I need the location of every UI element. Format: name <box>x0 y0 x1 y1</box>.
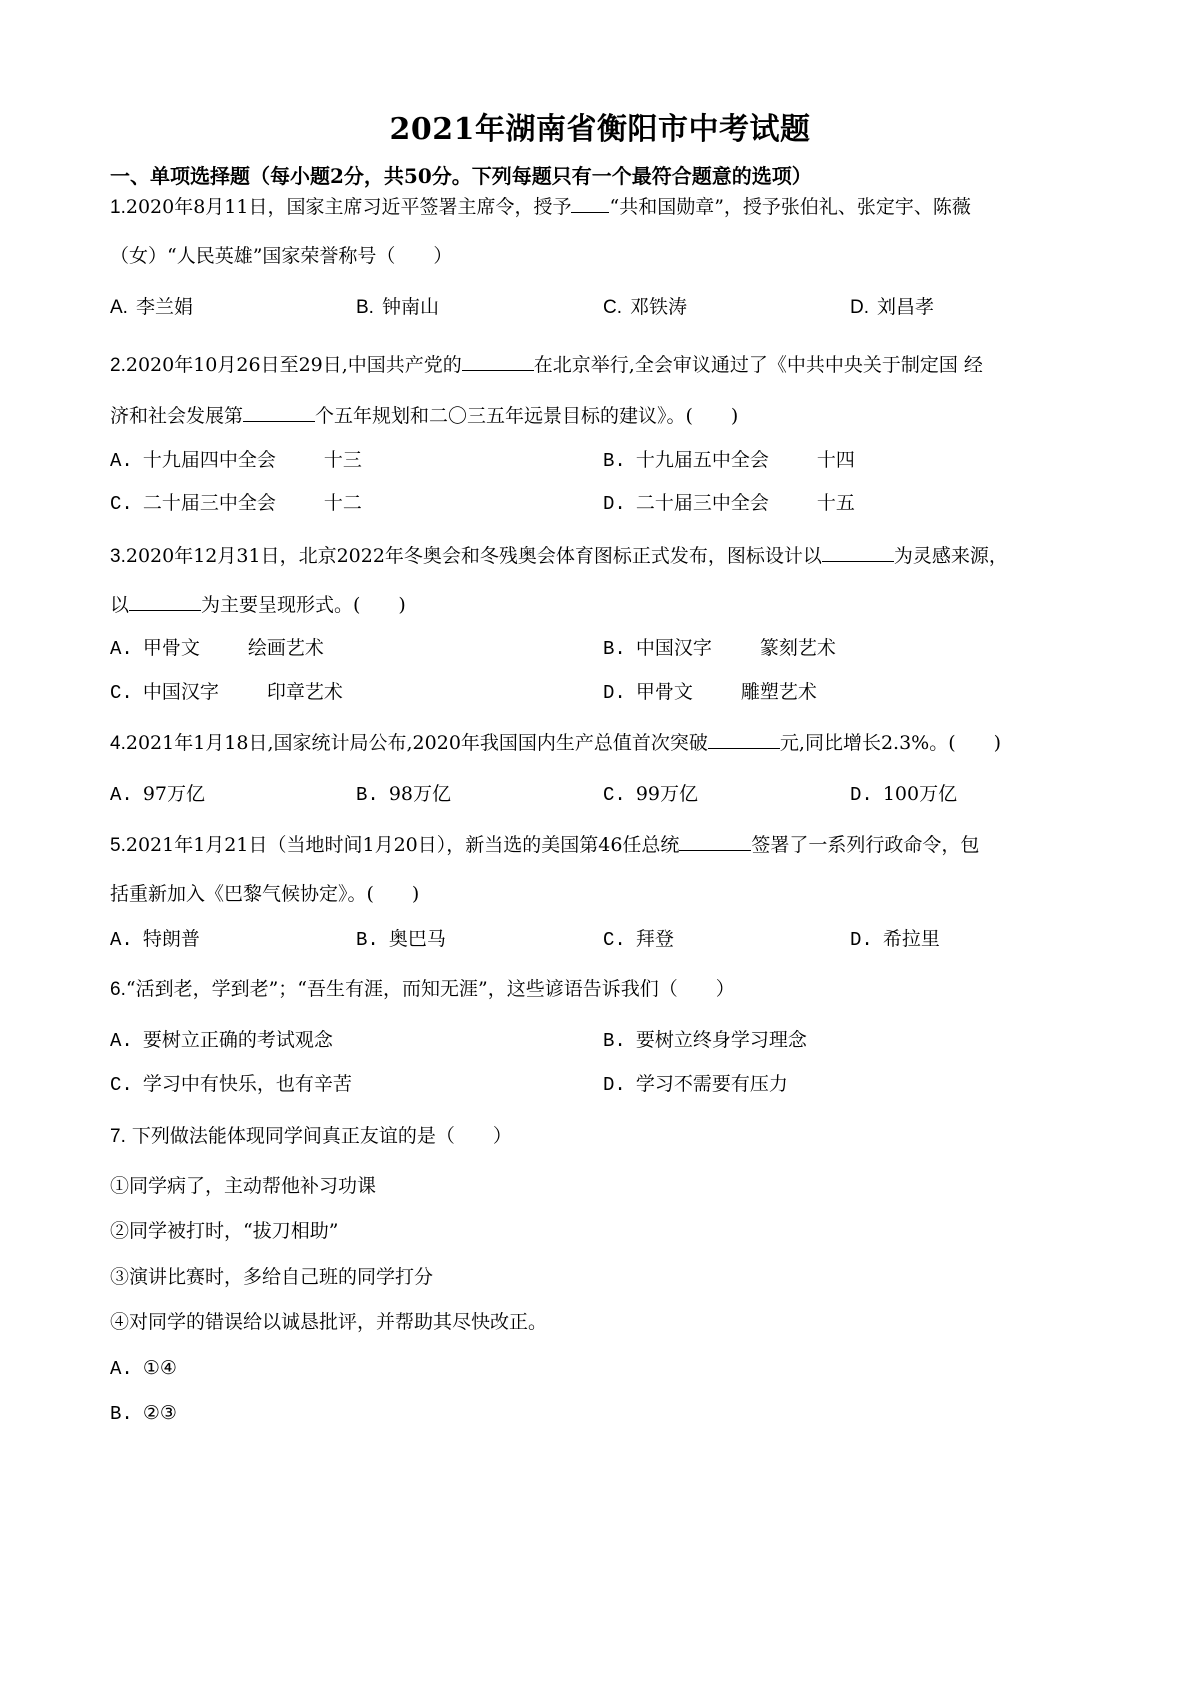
answer-blank <box>243 421 315 422</box>
answer-blank <box>129 610 201 611</box>
question-number: 4. <box>110 733 126 754</box>
answer-blank <box>462 370 534 371</box>
question-7-line-1: 7. 下列做法能体现同学间真正友谊的是（ ） <box>110 1125 512 1147</box>
question-3-line-1: 3.2020年12月31日，北京2022年冬奥会和冬残奥会体育图标正式发布，图标设计以 为灵感来源， <box>110 545 1008 567</box>
question-3-line-2: 以 为主要呈现形式。( ) <box>110 594 406 616</box>
question-7-option-b[interactable]: B. ②③ <box>110 1402 177 1425</box>
question-3-option-a[interactable]: A. 甲骨文 绘画艺术 <box>110 637 324 660</box>
question-2-option-d[interactable]: D. 二十届三中全会 十五 <box>603 492 855 515</box>
question-4-option-d[interactable]: D. 100万亿 <box>850 783 958 806</box>
question-1-option-b[interactable]: B. 钟南山 <box>356 296 439 318</box>
question-number: 2. <box>110 355 126 376</box>
question-3-option-b[interactable]: B. 中国汉字 篆刻艺术 <box>603 637 836 660</box>
answer-blank <box>708 748 780 749</box>
question-4-option-b[interactable]: B. 98万亿 <box>356 783 451 806</box>
question-2-option-a[interactable]: A. 十九届四中全会 十三 <box>110 449 362 472</box>
question-6-option-c[interactable]: C. 学习中有快乐，也有辛苦 <box>110 1073 352 1096</box>
question-1-option-c[interactable]: C. 邓铁涛 <box>603 296 688 318</box>
question-3-option-c[interactable]: C. 中国汉字 印章艺术 <box>110 681 343 704</box>
question-2-option-b[interactable]: B. 十九届五中全会 十四 <box>603 449 855 472</box>
question-5-line-1: 5.2021年1月21日（当地时间1月20日），新当选的美国第46任总统 签署了一系列行政命令，包 <box>110 834 980 856</box>
question-number: 7. <box>110 1126 126 1147</box>
question-6-option-a[interactable]: A. 要树立正确的考试观念 <box>110 1029 333 1052</box>
question-5-option-c[interactable]: C. 拜登 <box>603 928 674 951</box>
question-6-option-b[interactable]: B. 要树立终身学习理念 <box>603 1029 807 1052</box>
question-3-option-d[interactable]: D. 甲骨文 雕塑艺术 <box>603 681 817 704</box>
question-2-option-c[interactable]: C. 二十届三中全会 十二 <box>110 492 362 515</box>
question-4-option-c[interactable]: C. 99万亿 <box>603 783 698 806</box>
question-7-item-2: ②同学被打时，“拔刀相助” <box>110 1220 339 1242</box>
question-number: 3. <box>110 546 126 567</box>
question-2-line-1: 2.2020年10月26日至29日,中国共产党的 在北京举行,全会审议通过了《中共中央关于制定国 经 <box>110 354 983 376</box>
question-number: 1. <box>110 197 126 218</box>
question-4-option-a[interactable]: A. 97万亿 <box>110 783 205 806</box>
question-1-option-a[interactable]: A. 李兰娟 <box>110 296 193 318</box>
question-6-line-1: 6.“活到老，学到老”；“吾生有涯，而知无涯”，这些谚语告诉我们（ ） <box>110 978 735 1000</box>
answer-blank <box>679 850 751 851</box>
question-2-line-2: 济和社会发展第 个五年规划和二〇三五年远景目标的建议》。( ) <box>110 405 739 427</box>
answer-blank <box>822 561 894 562</box>
question-7-option-a[interactable]: A. ①④ <box>110 1357 177 1380</box>
question-1-option-d[interactable]: D. 刘昌孝 <box>850 296 935 318</box>
question-1-line-1: 1.2020年8月11日，国家主席习近平签署主席令，授予 “共和国勋章”，授予张伯礼、张定宇、陈薇 <box>110 196 971 218</box>
question-7-item-4: ④对同学的错误给以诚恳批评，并帮助其尽快改正。 <box>110 1311 548 1333</box>
question-number: 5. <box>110 835 126 856</box>
section-heading: 一、单项选择题（每小题2分，共50分。下列每题只有一个最符合题意的选项） <box>110 164 812 188</box>
question-5-option-d[interactable]: D. 希拉里 <box>850 928 940 951</box>
question-1-line-2: （女）“人民英雄”国家荣誉称号（ ） <box>110 245 453 267</box>
question-6-option-d[interactable]: D. 学习不需要有压力 <box>603 1073 788 1096</box>
question-5-option-b[interactable]: B. 奥巴马 <box>356 928 446 951</box>
question-5-line-2: 括重新加入《巴黎气候协定》。( ) <box>110 883 420 905</box>
answer-blank <box>571 212 609 213</box>
question-7-item-3: ③演讲比赛时，多给自己班的同学打分 <box>110 1266 434 1288</box>
page-title: 2021年湖南省衡阳市中考试题 <box>389 112 811 147</box>
question-4-line-1: 4.2021年1月18日,国家统计局公布,2020年我国国内生产总值首次突破 元,同比增长2.3%。( ) <box>110 732 1002 754</box>
question-number: 6. <box>110 979 126 1000</box>
question-5-option-a[interactable]: A. 特朗普 <box>110 928 200 951</box>
question-7-item-1: ①同学病了，主动帮他补习功课 <box>110 1175 377 1197</box>
